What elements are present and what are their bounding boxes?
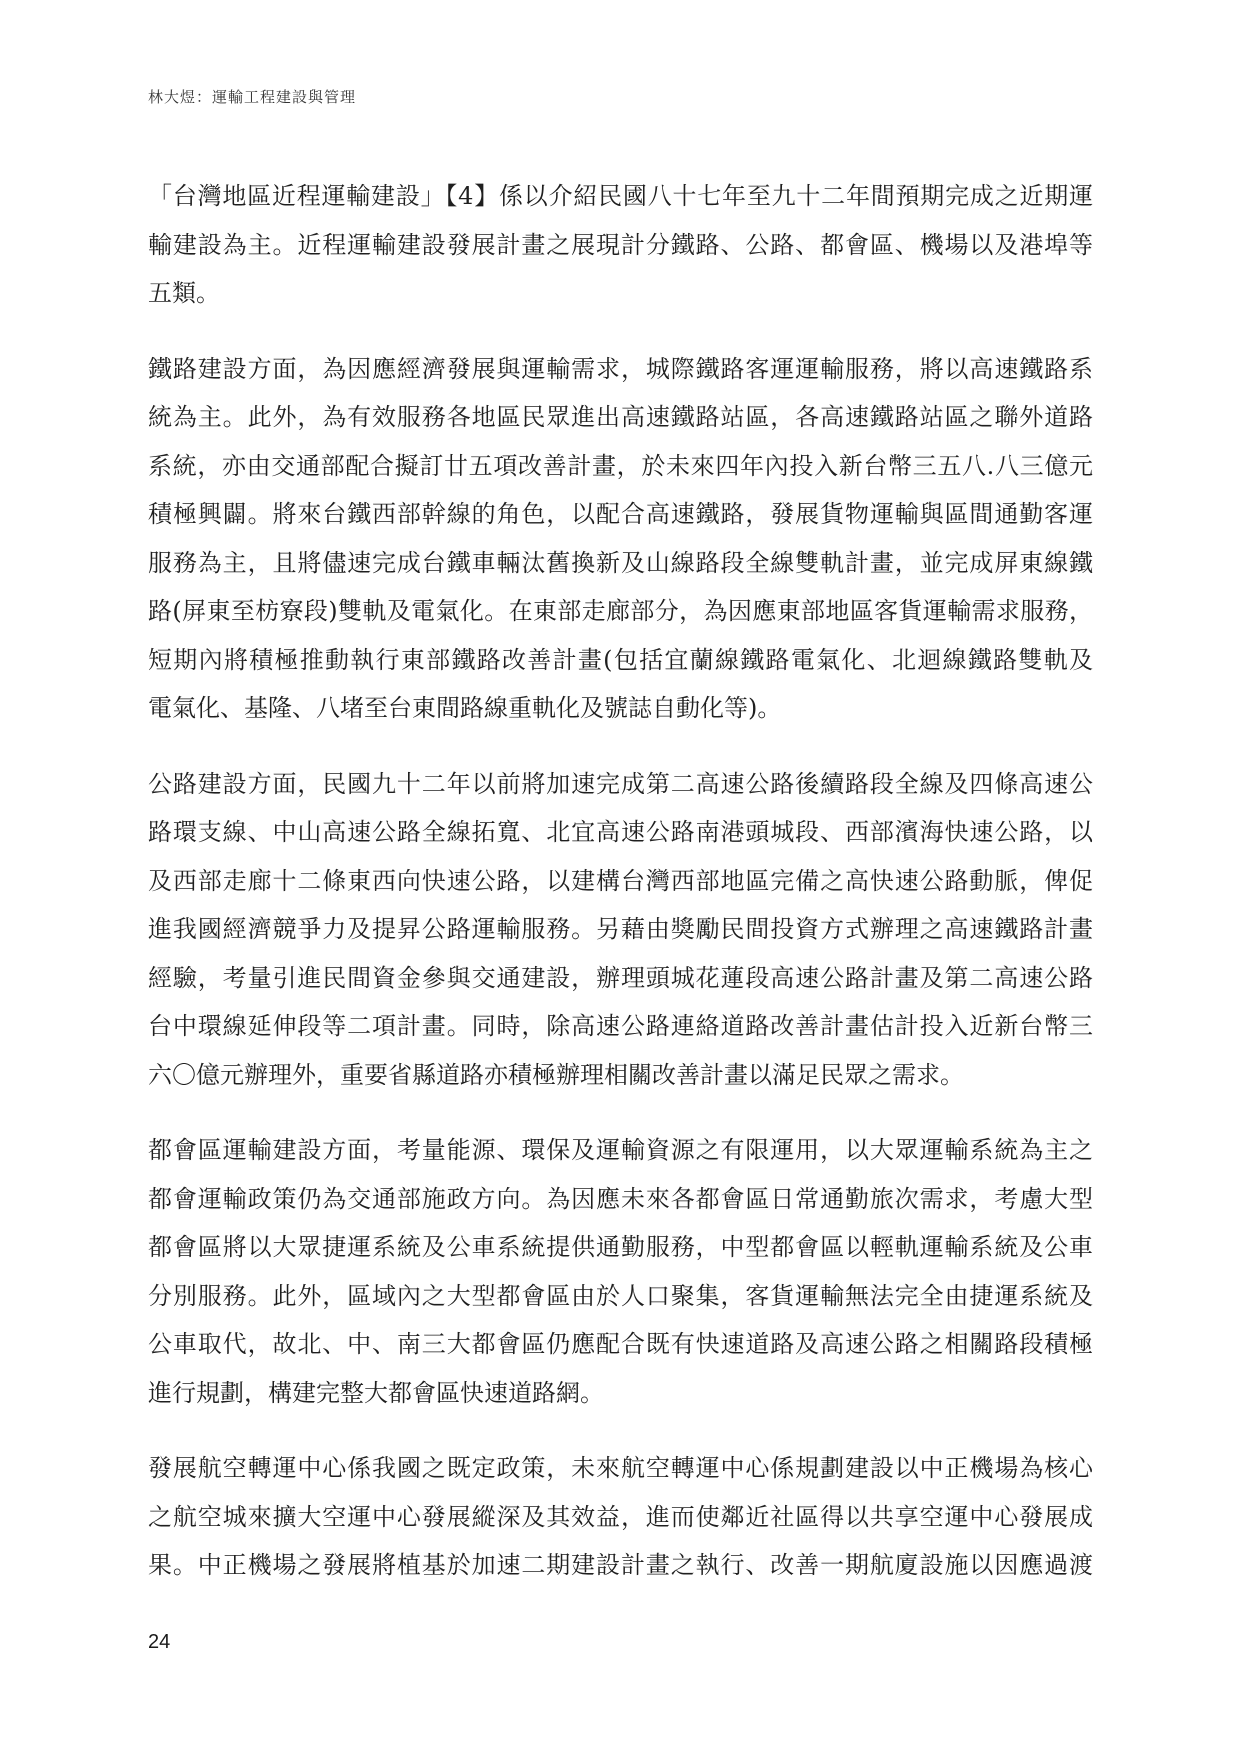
paragraph-railway: [148, 345, 1093, 733]
text-line: 進我國經濟競爭力及提昇公路運輸服務。另藉由獎勵民間投資方式辦理之高速鐵路計畫: [148, 915, 1093, 943]
text-line: 服務為主，且將儘速完成台鐵車輛汰舊換新及山線路段全線雙軌計畫，並完成屏東線鐵: [148, 548, 1093, 577]
text-line: 發展航空轉運中心係我國之既定政策，未來航空轉運中心係規劃建設以中正機場為核心: [148, 1454, 1093, 1482]
text-line: 都會運輸政策仍為交通部施政方向。為因應未來各都會區日常通勤旅次需求，考慮大型: [148, 1184, 1093, 1213]
text-line: 都會區將以大眾捷運系統及公車系統提供通勤服務，中型都會區以輕軌運輸系統及公車: [148, 1233, 1093, 1261]
text-line: 分別服務。此外，區域內之大型都會區由於人口聚集，客貨運輸無法完全由捷運系統及: [148, 1281, 1093, 1310]
text-line: 路環支線、中山高速公路全線拓寬、北宜高速公路南港頭城段、西部濱海快速公路，以: [148, 818, 1093, 846]
text-line: 輸建設為主。近程運輸建設發展計畫之展現計分鐵路、公路、都會區、機場以及港埠等: [148, 230, 1093, 259]
text-line: 經驗，考量引進民間資金參與交通建設，辦理頭城花蓮段高速公路計畫及第二高速公路: [148, 963, 1093, 992]
paragraph-aviation: [148, 1444, 1093, 1590]
text-line: 公車取代，故北、中、南三大都會區仍應配合既有快速道路及高速公路之相關路段積極: [148, 1330, 1093, 1358]
text-line: 之航空城來擴大空運中心發展縱深及其效益，進而使鄰近社區得以共享空運中心發展成: [148, 1502, 1093, 1531]
text-line: 及西部走廊十二條東西向快速公路，以建構台灣西部地區完備之高快速公路動脈，俾促: [148, 866, 1093, 895]
text-line: 都會區運輸建設方面，考量能源、環保及運輸資源之有限運用，以大眾運輸系統為主之: [148, 1136, 1093, 1164]
running-header: 林大煜：運輸工程建設與管理: [148, 88, 357, 106]
text-line: 路(屏東至枋寮段)雙軌及電氣化。在東部走廊部分，為因應東部地區客貨運輸需求服務，: [148, 597, 1093, 625]
page-number: 24: [148, 1631, 171, 1653]
body-text: [148, 172, 1093, 1617]
text-line: 統為主。此外，為有效服務各地區民眾進出高速鐵路站區，各高速鐵路站區之聯外道路: [148, 403, 1093, 431]
text-line: 系統，亦由交通部配合擬訂廿五項改善計畫，於未來四年內投入新台幣三五八.八三億元: [148, 451, 1093, 480]
text-line: 電氣化、基隆、八堵至台東間路線重軌化及號誌自動化等)。: [148, 694, 782, 722]
text-line: 短期內將積極推動執行東部鐵路改善計畫(包括宜蘭線鐵路電氣化、北迴線鐵路雙軌及: [148, 645, 1093, 674]
paragraph-highway: [148, 760, 1093, 1100]
text-line: 果。中正機場之發展將植基於加速二期建設計畫之執行、改善一期航廈設施以因應過渡: [148, 1551, 1093, 1579]
text-line: 「台灣地區近程運輸建設」【4】係以介紹民國八十七年至九十二年間預期完成之近期運: [148, 182, 1093, 210]
text-line: 六〇億元辦理外，重要省縣道路亦積極辦理相關改善計畫以滿足民眾之需求。: [148, 1060, 964, 1089]
paragraph-intro: [148, 172, 1093, 318]
paragraph-metro: [148, 1126, 1093, 1417]
text-line: 台中環線延伸段等二項計畫。同時，除高速公路連絡道路改善計畫估計投入近新台幣三: [148, 1012, 1093, 1040]
text-line: 五類。: [148, 279, 220, 307]
text-line: 積極興闢。將來台鐵西部幹線的角色，以配合高速鐵路，發展貨物運輸與區間通勤客運: [148, 500, 1093, 528]
text-line: 進行規劃，構建完整大都會區快速道路網。: [148, 1378, 604, 1407]
text-line: 鐵路建設方面，為因應經濟發展與運輸需求，城際鐵路客運運輸服務，將以高速鐵路系: [148, 354, 1093, 383]
text-line: 公路建設方面，民國九十二年以前將加速完成第二高速公路後續路段全線及四條高速公: [148, 769, 1093, 798]
